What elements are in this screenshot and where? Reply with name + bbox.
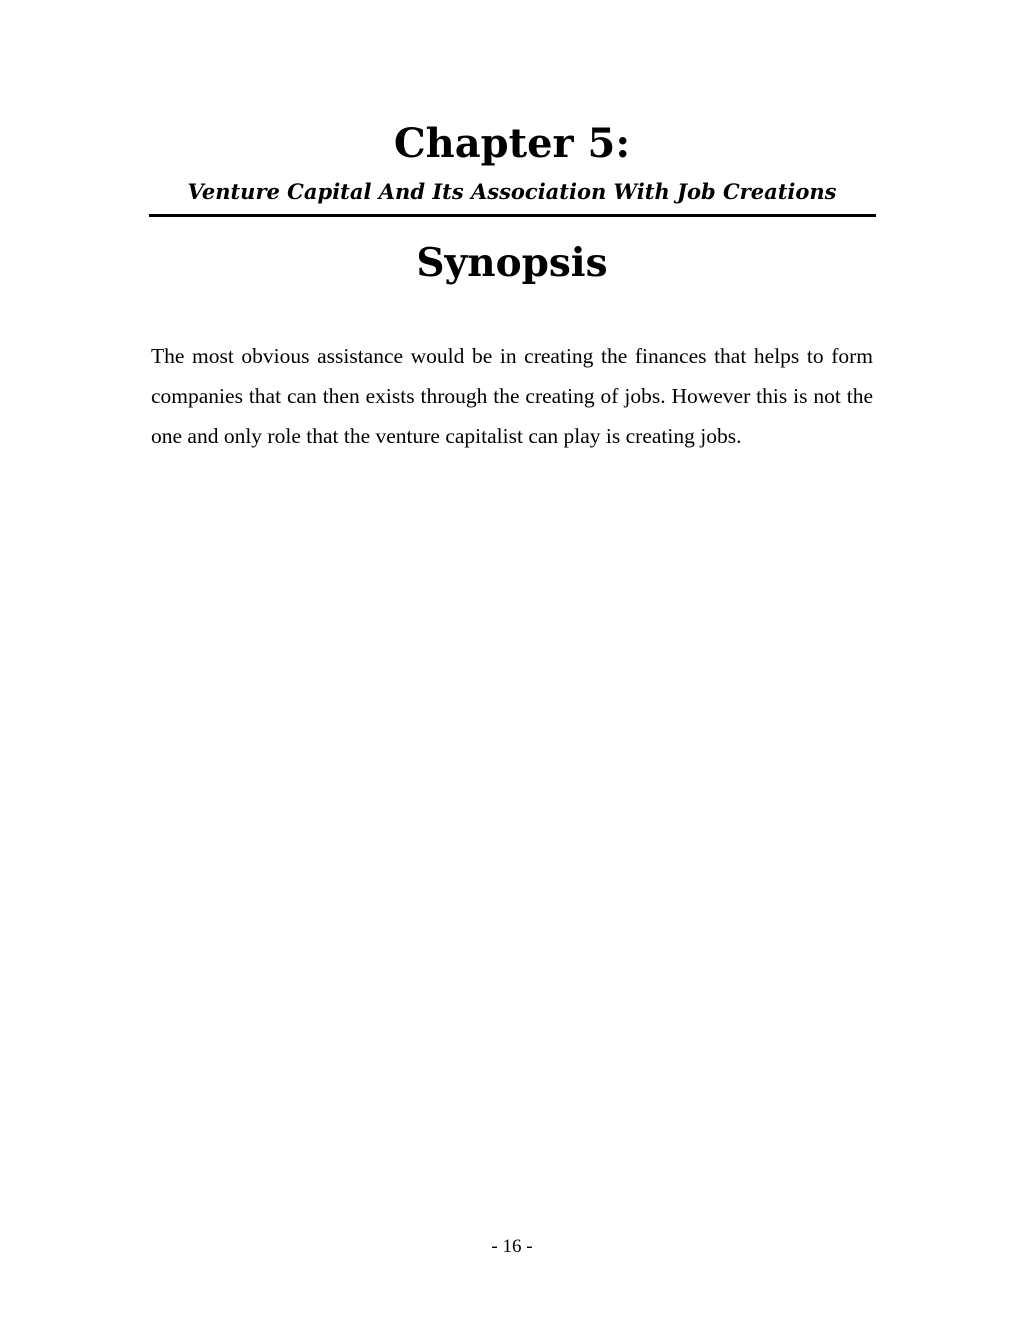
- page-number: - 16 -: [491, 1236, 533, 1257]
- chapter-subtitle: Venture Capital And Its Association With Job Creations: [187, 179, 837, 204]
- body-paragraph: The most obvious assistance would be in creating the finances that helps to form companies that can then exists through the creating of jobs. However this is not the one and only role that the venture capitalist can play is creating jobs.: [151, 344, 873, 448]
- title-divider: [149, 214, 876, 217]
- section-heading: Synopsis: [416, 240, 608, 286]
- chapter-title: Chapter 5:: [393, 120, 631, 167]
